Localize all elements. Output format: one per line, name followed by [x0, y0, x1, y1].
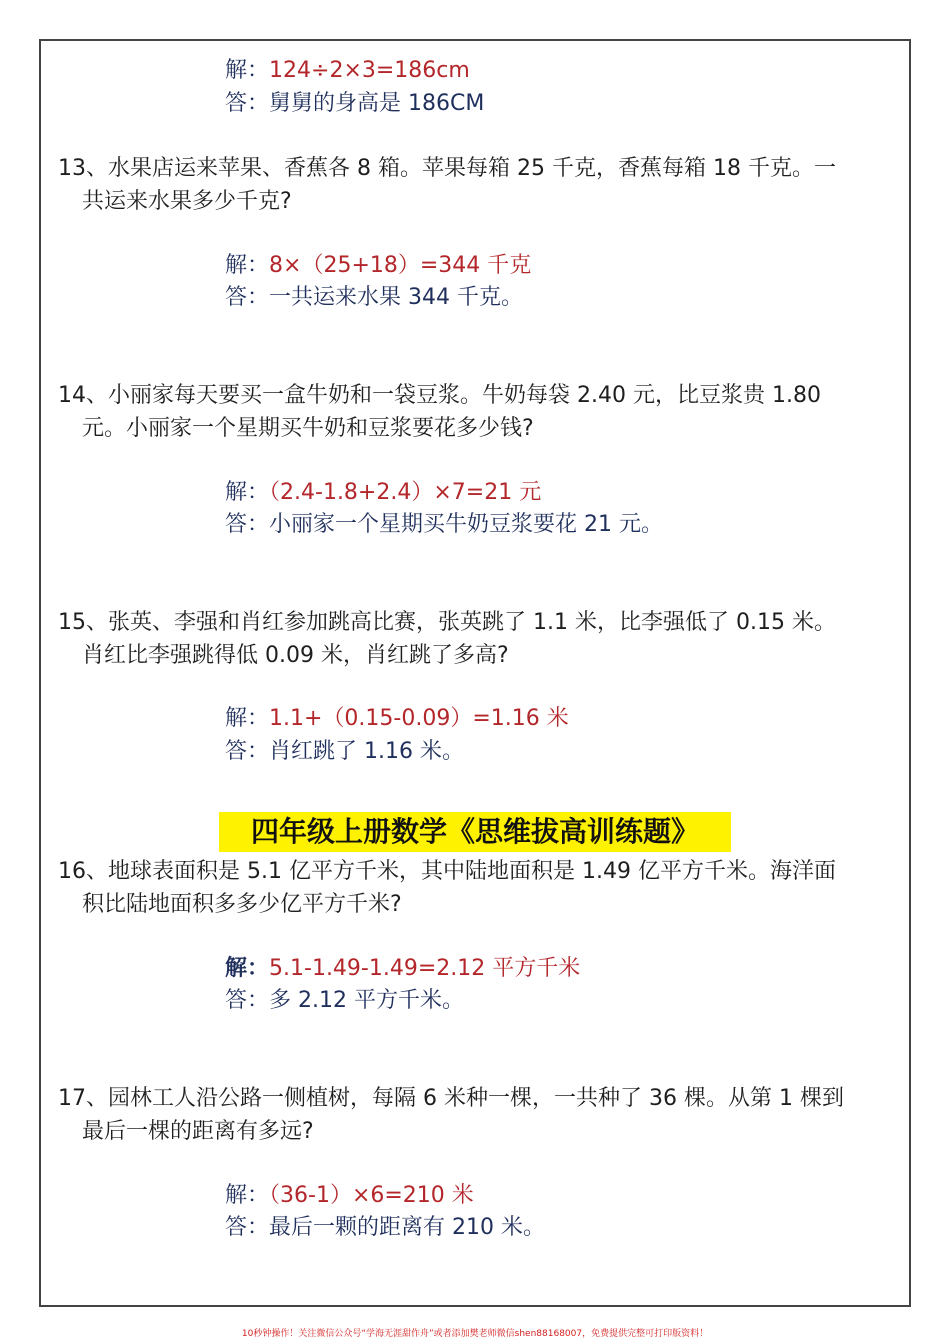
solution-row-13	[225, 251, 531, 281]
solution-expression: 5.1-1.49-1.49=2.12 平方千米	[269, 956, 581, 981]
solution-row-12	[225, 56, 470, 86]
answer-text: 多 2.12 平方千米。	[269, 988, 464, 1013]
answer-label: 答：	[225, 988, 270, 1013]
solution-row-14	[225, 478, 541, 508]
solution-expression: （2.4-1.8+2.4）×7=21 元	[269, 480, 542, 505]
question-15-line1: 15、张英、李强和肖红参加跳高比赛，张英跳了 1.1 米，比李强低了 0.15 米。	[58, 610, 836, 635]
question-17-line2: 最后一棵的距离有多远?	[82, 1119, 314, 1144]
answer-text: 肖红跳了 1.16 米。	[269, 739, 464, 764]
solution-expression: 1.1+（0.15-0.09）=1.16 米	[269, 706, 569, 731]
question-16-line2: 积比陆地面积多多少亿平方千米?	[82, 892, 402, 917]
question-13-line1: 13、水果店运来苹果、香蕉各 8 箱。苹果每箱 25 千克，香蕉每箱 18 千克。一	[58, 156, 836, 181]
solution-label: 解：	[225, 58, 270, 83]
answer-label: 答：	[225, 512, 270, 537]
answer-text: 小丽家一个星期买牛奶豆浆要花 21 元。	[269, 512, 663, 537]
answer-row-12	[225, 89, 484, 119]
question-15-line2: 肖红比李强跳得低 0.09 米，肖红跳了多高?	[82, 643, 509, 668]
answer-row-17	[225, 1213, 545, 1243]
answer-row-16	[225, 986, 464, 1016]
question-16-line1: 16、地球表面积是 5.1 亿平方千米，其中陆地面积是 1.49 亿平方千米。海洋面	[58, 859, 836, 884]
solution-row-17	[225, 1181, 474, 1211]
answer-text: 舅舅的身高是 186CM	[269, 91, 485, 116]
solution-label: 解：	[225, 480, 270, 505]
answer-text: 最后一颗的距离有 210 米。	[269, 1215, 545, 1240]
solution-label: 解：	[225, 956, 270, 981]
solution-row-15	[225, 704, 569, 734]
question-14-line1: 14、小丽家每天要买一盒牛奶和一袋豆浆。牛奶每袋 2.40 元，比豆浆贵 1.80	[58, 383, 821, 408]
answer-row-14	[225, 510, 663, 540]
solution-label: 解：	[225, 1183, 270, 1208]
solution-expression: 8×（25+18）=344 千克	[269, 253, 532, 278]
answer-label: 答：	[225, 1215, 270, 1240]
answer-text: 一共运来水果 344 千克。	[269, 285, 523, 310]
solution-row-16	[225, 954, 580, 984]
solution-expression: 124÷2×3=186cm	[269, 58, 470, 83]
question-14-line2: 元。小丽家一个星期买牛奶和豆浆要花多少钱?	[82, 416, 534, 441]
answer-row-13	[225, 283, 523, 313]
solution-label: 解：	[225, 706, 270, 731]
answer-label: 答：	[225, 739, 270, 764]
answer-label: 答：	[225, 91, 270, 116]
solution-label: 解：	[225, 253, 270, 278]
question-13-line2: 共运来水果多少千克?	[82, 189, 292, 214]
answer-row-15	[225, 737, 464, 767]
section-banner: 四年级上册数学《思维拔高训练题》	[219, 812, 731, 852]
solution-expression: （36-1）×6=210 米	[269, 1183, 474, 1208]
footer-notice: 10秒钟操作！关注微信公众号“学海无涯甜作舟”或者添加樊老师微信shen88168007，免费提供完整可打印版资料！	[241, 1329, 709, 1339]
answer-label: 答：	[225, 285, 270, 310]
question-17-line1: 17、园林工人沿公路一侧植树，每隔 6 米种一棵，一共种了 36 棵。从第 1 棵到	[58, 1086, 844, 1111]
